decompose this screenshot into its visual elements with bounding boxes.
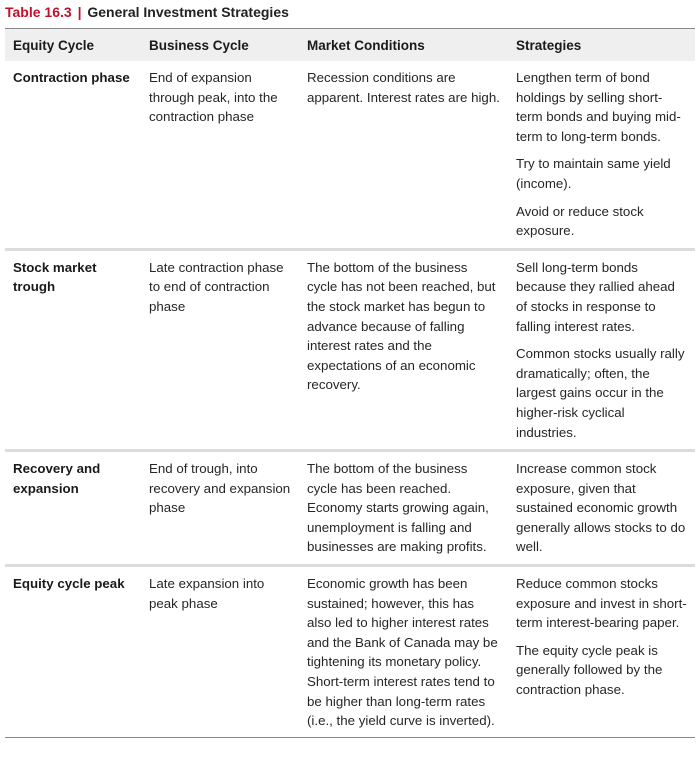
business-cycle-cell: Late expansion into peak phase [141, 566, 299, 738]
investment-strategies-table [5, 28, 695, 738]
header-market-conditions: Market Conditions [299, 29, 508, 62]
strategies-cell [508, 61, 695, 249]
equity-cycle-cell: Contraction phase [13, 70, 130, 85]
strategy-paragraph: Lengthen term of bond holdings by selling short-term bonds and buying mid-term to long-term bonds. [516, 70, 681, 144]
header-row [5, 29, 695, 62]
strategy-paragraph: Reduce common stocks exposure and invest in short-term interest-bearing paper. [516, 576, 687, 631]
business-cycle-cell: Late contraction phase to end of contraction phase [141, 249, 299, 450]
strategies-cell [508, 451, 695, 566]
market-conditions-cell: The bottom of the business cycle has been reached. Economy starts growing again, unemployment is falling and businesses are making profits. [299, 451, 508, 566]
strategies-cell [508, 566, 695, 738]
strategy-paragraph: Try to maintain same yield (income). [516, 156, 671, 191]
table-number: Table 16.3 [5, 4, 72, 20]
market-conditions-cell: Recession conditions are apparent. Interest rates are high. [307, 70, 500, 105]
strategy-paragraph: Sell long-term bonds because they rallied ahead of stocks in response to falling interest rates. [516, 259, 675, 334]
table-row [5, 61, 695, 249]
table-row [5, 249, 695, 450]
strategy-paragraph: Avoid or reduce stock exposure. [516, 203, 644, 239]
table-title: General Investment Strategies [87, 4, 289, 20]
market-conditions-cell: The bottom of the business cycle has not been reached, but the stock market has begun to advance because of falling interest rates and the expectations of an economic recovery. [299, 249, 508, 450]
strategy-paragraph: The equity cycle peak is generally followed by the contraction phase. [516, 642, 663, 698]
strategy-paragraph: Common stocks usually rally dramatically; often, the largest gains occur in the higher-risk cyclical industries. [516, 346, 685, 440]
equity-cycle-cell: Stock market trough [5, 249, 141, 450]
header-business-cycle: Business Cycle [141, 29, 299, 62]
equity-cycle-cell: Equity cycle peak [5, 566, 141, 738]
business-cycle-cell: End of trough, into recovery and expansion phase [141, 451, 299, 566]
strategy-paragraph: Increase common stock exposure, given that sustained economic growth generally allows stocks to do well. [516, 461, 686, 555]
business-cycle-cell: End of expansion through peak, into the contraction phase [149, 70, 278, 125]
header-equity-cycle: Equity Cycle [5, 29, 141, 62]
table-caption [5, 4, 289, 20]
market-conditions-cell: Economic growth has been sustained; however, this has also led to higher interest rates and the Bank of Canada may be tightening its monetary policy. Short-term interest rates tend to be higher than long-term rates (i.e., the yield curve is inverted). [299, 566, 508, 738]
table-row [5, 451, 695, 566]
table-row [5, 566, 695, 738]
caption-separator: | [77, 4, 82, 20]
equity-cycle-cell: Recovery and expansion [5, 451, 141, 566]
strategies-cell [508, 249, 695, 450]
header-strategies: Strategies [508, 29, 695, 62]
